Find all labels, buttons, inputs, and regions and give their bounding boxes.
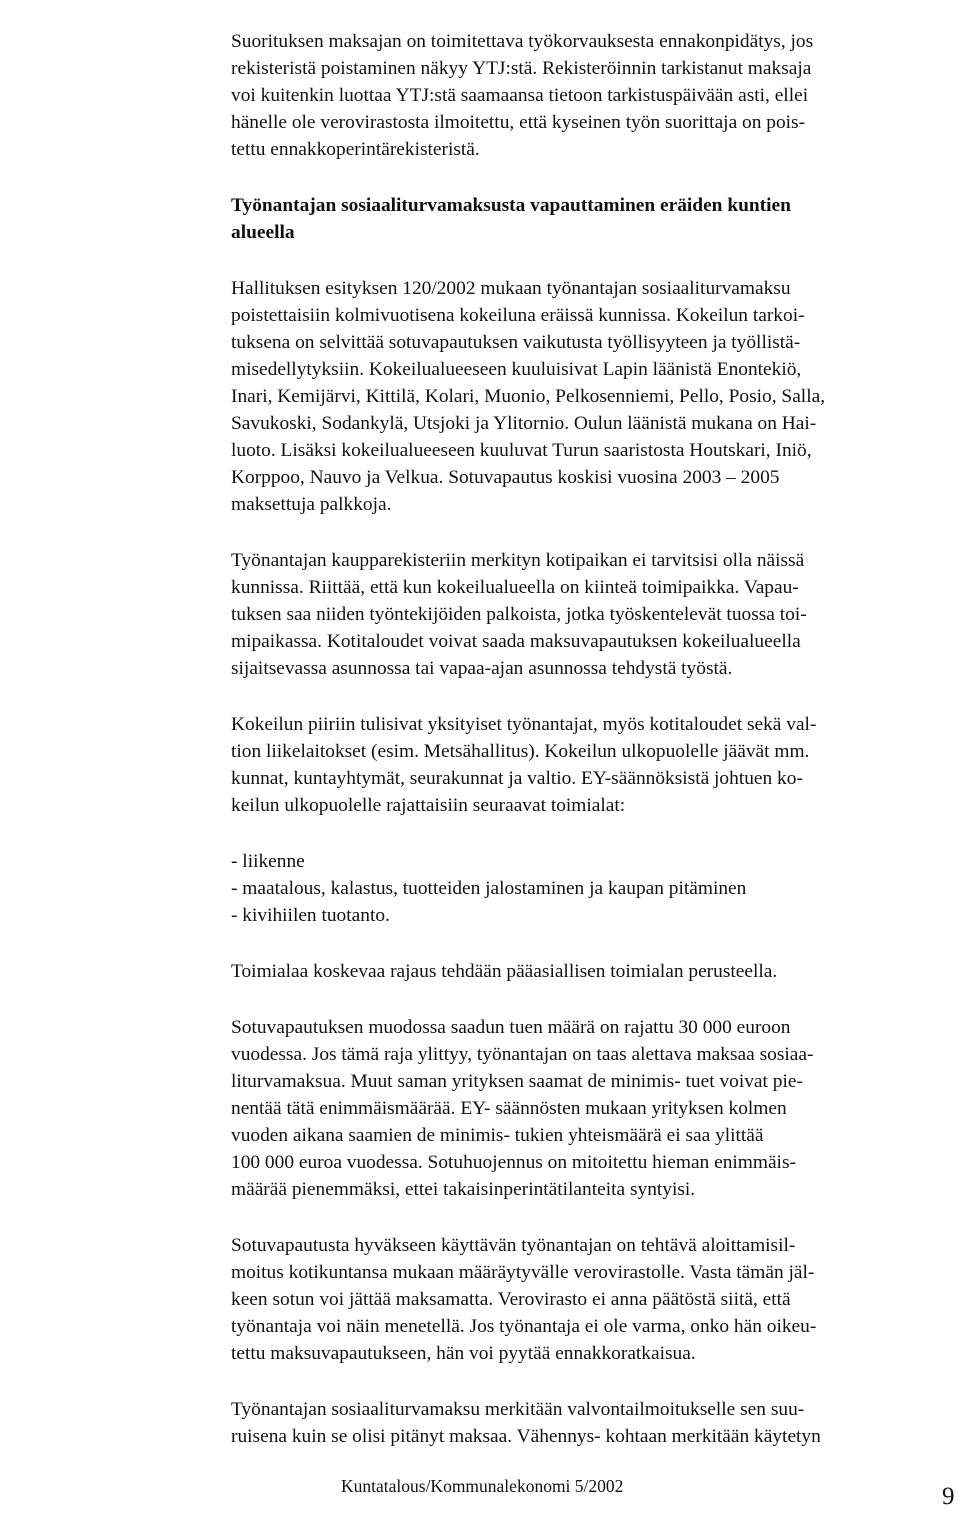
text-line: mipaikassa. Kotitaloudet voivat saada maksuvapautuksen kokeilualueella [231, 631, 801, 652]
text-line: nentää tätä enimmäismäärää. EY- säännösten mukaan yrityksen kolmen [231, 1098, 787, 1119]
paragraph-tuen-maara [231, 1014, 956, 1203]
text-line: Inari, Kemijärvi, Kittilä, Kolari, Muonio, Pelkosenniemi, Pello, Posio, Salla, [231, 386, 826, 407]
text-line: moitus kotikuntansa mukaan määräytyvälle verovirastolle. Vasta tämän jäl- [231, 1262, 815, 1283]
text-line: työnantaja voi näin menetellä. Jos työnantaja ei ole varma, onko hän oikeu- [231, 1316, 817, 1337]
document-body [231, 28, 956, 1450]
text-line: tettu ennakkoperintärekisteristä. [231, 139, 480, 160]
text-line: liturvamaksua. Muut saman yrityksen saamat de minimis- tuet voivat pie- [231, 1071, 803, 1092]
heading-line: Työnantajan sosiaaliturvamaksusta vapauttaminen eräiden kuntien [231, 195, 791, 216]
text-line: Savukoski, Sodankylä, Utsjoki ja Ylitornio. Oulun läänistä mukana on Hai- [231, 413, 817, 434]
paragraph-kokeilun-piiri [231, 711, 956, 819]
text-line: sijaitsevassa asunnossa tai vapaa-ajan asunnossa tehdystä työstä. [231, 658, 733, 679]
heading-line: alueella [231, 222, 295, 243]
text-line: tion liikelaitokset (esim. Metsähallitus). Kokeilun ulkopuolelle jäävät mm. [231, 741, 810, 762]
text-line: Hallituksen esityksen 120/2002 mukaan työnantajan sosiaaliturvamaksu [231, 278, 791, 299]
text-line: Työnantajan kaupparekisteriin merkityn kotipaikan ei tarvitsisi olla näissä [231, 550, 805, 571]
text-line: Toimialaa koskevaa rajaus tehdään pääasiallisen toimialan perusteella. [231, 961, 778, 982]
text-line: luoto. Lisäksi kokeilualueeseen kuuluvat Turun saaristosta Houtskari, Iniö, [231, 440, 812, 461]
text-line: tuksen saa niiden työntekijöiden palkoista, jotka työskentelevät tuossa toi- [231, 604, 807, 625]
list-item: - kivihiilen tuotanto. [231, 905, 390, 926]
text-line: Sotuvapautusta hyväkseen käyttävän työnantajan on tehtävä aloittamisil- [231, 1235, 796, 1256]
text-line: kunnissa. Riittää, että kun kokeilualueella on kiinteä toimipaikka. Vapau- [231, 577, 799, 598]
paragraph-toimiala [231, 958, 956, 985]
paragraph-ennakonpidatys [231, 28, 956, 163]
text-line: vuoden aikana saamien de minimis- tukien yhteismäärä ei saa ylittää [231, 1125, 764, 1146]
text-line: keilun ulkopuolelle rajattaisiin seuraavat toimialat: [231, 795, 626, 816]
list-item: - maatalous, kalastus, tuotteiden jalostaminen ja kaupan pitäminen [231, 878, 747, 899]
text-line: Työnantajan sosiaaliturvamaksu merkitään valvontailmoitukselle sen suu- [231, 1399, 805, 1420]
text-line: tettu maksuvapautukseen, hän voi pyytää ennakkoratkaisua. [231, 1343, 696, 1364]
text-line: maksettuja palkkoja. [231, 494, 392, 515]
text-line: keen sotun voi jättää maksamatta. Verovirasto ei anna päätöstä siitä, että [231, 1289, 791, 1310]
text-line: rekisteristä poistaminen näkyy YTJ:stä. Rekisteröinnin tarkistanut maksaja [231, 58, 812, 79]
text-line: voi kuitenkin luottaa YTJ:stä saamaansa tietoon tarkistuspäivään asti, ellei [231, 85, 809, 106]
paragraph-hallituksen-esitys [231, 275, 956, 518]
text-line: ruisena kuin se olisi pitänyt maksaa. Vähennys- kohtaan merkitään käytetyn [231, 1426, 821, 1447]
text-line: hänelle ole verovirastosta ilmoitettu, että kyseinen työn suorittaja on pois- [231, 112, 806, 133]
page-number: 9 [942, 1483, 955, 1510]
excluded-sectors-list [231, 848, 956, 929]
list-item: - liikenne [231, 851, 305, 872]
text-line: Korppoo, Nauvo ja Velkua. Sotuvapautus koskisi vuosina 2003 – 2005 [231, 467, 780, 488]
paragraph-valvontailmoitus [231, 1396, 956, 1450]
text-line: määrää pienemmäksi, ettei takaisinperintätilanteita syntyisi. [231, 1179, 696, 1200]
text-line: kunnat, kuntayhtymät, seurakunnat ja valtio. EY-säännöksistä johtuen ko- [231, 768, 803, 789]
paragraph-kotipaikka [231, 547, 956, 682]
text-line: vuodessa. Jos tämä raja ylittyy, työnantajan on taas alettava maksaa sosiaa- [231, 1044, 814, 1065]
text-line: Suorituksen maksajan on toimitettava työkorvauksesta ennakonpidätys, jos [231, 31, 814, 52]
text-line: misedellytyksiin. Kokeilualueeseen kuuluisivat Lapin läänistä Enontekiö, [231, 359, 802, 380]
text-line: Kokeilun piiriin tulisivat yksityiset työnantajat, myös kotitaloudet sekä val- [231, 714, 817, 735]
section-heading [231, 192, 956, 246]
paragraph-aloittamisilmoitus [231, 1232, 956, 1367]
text-line: tuksena on selvittää sotuvapautuksen vaikutusta työllisyyteen ja työllistä- [231, 332, 801, 353]
text-line: poistettaisiin kolmivuotisena kokeiluna eräissä kunnissa. Kokeilun tarkoi- [231, 305, 805, 326]
text-line: 100 000 euroa vuodessa. Sotuhuojennus on mitoitettu hieman enimmäis- [231, 1152, 796, 1173]
text-line: Sotuvapautuksen muodossa saadun tuen määrä on rajattu 30 000 euroon [231, 1017, 791, 1038]
footer-publication: Kuntatalous/Kommunalekonomi 5/2002 [341, 1476, 624, 1496]
